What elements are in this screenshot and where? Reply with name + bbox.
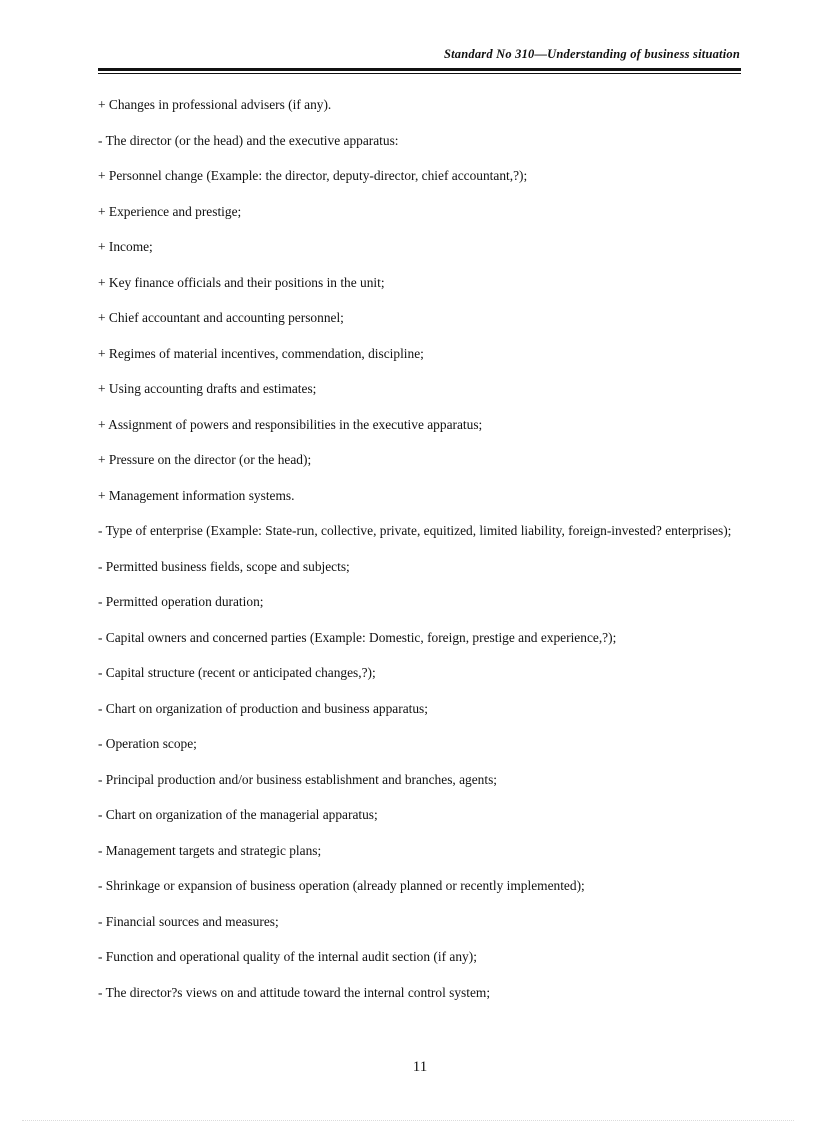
- list-item: - Permitted operation duration;: [98, 594, 264, 609]
- list-item: - Capital structure (recent or anticipated changes,?);: [98, 665, 376, 680]
- list-item: + Management information systems.: [98, 487, 295, 503]
- list-item: - Permitted business fields, scope and subjects;: [98, 558, 350, 574]
- list-item: - Chart on organization of production and business apparatus;: [98, 700, 428, 716]
- list-item: - Financial sources and measures;: [98, 913, 279, 929]
- page-edge-divider: [22, 1120, 794, 1121]
- list-item: + Using accounting drafts and estimates;: [98, 381, 317, 396]
- list-item: + Personnel change (Example: the director, deputy-director, chief accountant,?);: [98, 168, 528, 183]
- list-item: + Regimes of material incentives, commendation, discipline;: [98, 345, 424, 361]
- running-header-title: Standard No 310—Understanding of business situation: [443, 47, 740, 61]
- list-item: - Chart on organization of the managerial apparatus;: [98, 807, 378, 822]
- header-rule-thin: [98, 73, 741, 74]
- page-number: 11: [412, 1059, 428, 1075]
- list-item: + Pressure on the director (or the head);: [98, 452, 312, 467]
- list-item: + Key finance officials and their positions in the unit;: [98, 274, 385, 290]
- header-rule-thick: [98, 68, 741, 71]
- list-item: - Shrinkage or expansion of business operation (already planned or recently implemented);: [98, 878, 585, 893]
- list-item: - Capital owners and concerned parties (Example: Domestic, foreign, prestige and experience,?);: [98, 629, 617, 645]
- list-item: - The director (or the head) and the executive apparatus:: [98, 132, 399, 148]
- list-item: + Income;: [98, 239, 153, 254]
- list-item: + Chief accountant and accounting personnel;: [98, 310, 344, 325]
- list-item: - Function and operational quality of the internal audit section (if any);: [98, 949, 477, 964]
- list-item: - Type of enterprise (Example: State-run, collective, private, equitized, limited liability, foreign-invested? enterprises);: [98, 523, 732, 538]
- list-item: - The director?s views on and attitude toward the internal control system;: [98, 984, 491, 1000]
- list-item: - Management targets and strategic plans;: [98, 842, 322, 858]
- document-body: [98, 96, 741, 1019]
- list-item: - Principal production and/or business establishment and branches, agents;: [98, 771, 498, 787]
- list-item: + Assignment of powers and responsibilities in the executive apparatus;: [98, 416, 483, 432]
- list-item: - Operation scope;: [98, 736, 197, 751]
- list-item: + Changes in professional advisers (if any).: [98, 97, 332, 112]
- list-item: + Experience and prestige;: [98, 203, 242, 219]
